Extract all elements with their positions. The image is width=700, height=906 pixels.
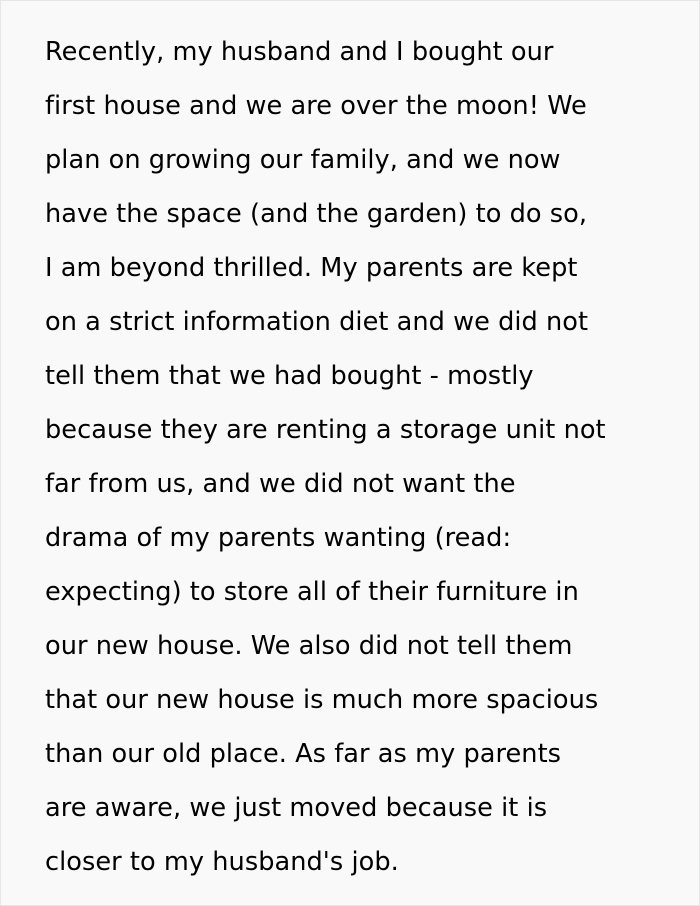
text-line: plan on growing our family, and we now [45, 145, 561, 175]
text-line: I am beyond thrilled. My parents are kept [45, 253, 578, 283]
text-line: tell them that we had bought - mostly [45, 361, 534, 391]
text-line: that our new house is much more spacious [45, 685, 599, 715]
text-line: far from us, and we did not want the [45, 469, 516, 499]
text-line: drama of my parents wanting (read: [45, 523, 512, 553]
text-line: have the space (and the garden) to do so, [45, 199, 588, 229]
text-line: closer to my husband's job. [45, 847, 399, 877]
text-line: Recently, my husband and I bought our [45, 37, 554, 67]
text-line: than our old place. As far as my parents [45, 739, 562, 769]
text-line: are aware, we just moved because it is [45, 793, 548, 823]
text-line: first house and we are over the moon! We [45, 91, 587, 121]
text-line: on a strict information diet and we did not [45, 307, 589, 337]
text-line: our new house. We also did not tell them [45, 631, 573, 661]
text-line: expecting) to store all of their furniture in [45, 577, 579, 607]
text-line: because they are renting a storage unit not [45, 415, 606, 445]
story-paragraph [45, 25, 679, 889]
